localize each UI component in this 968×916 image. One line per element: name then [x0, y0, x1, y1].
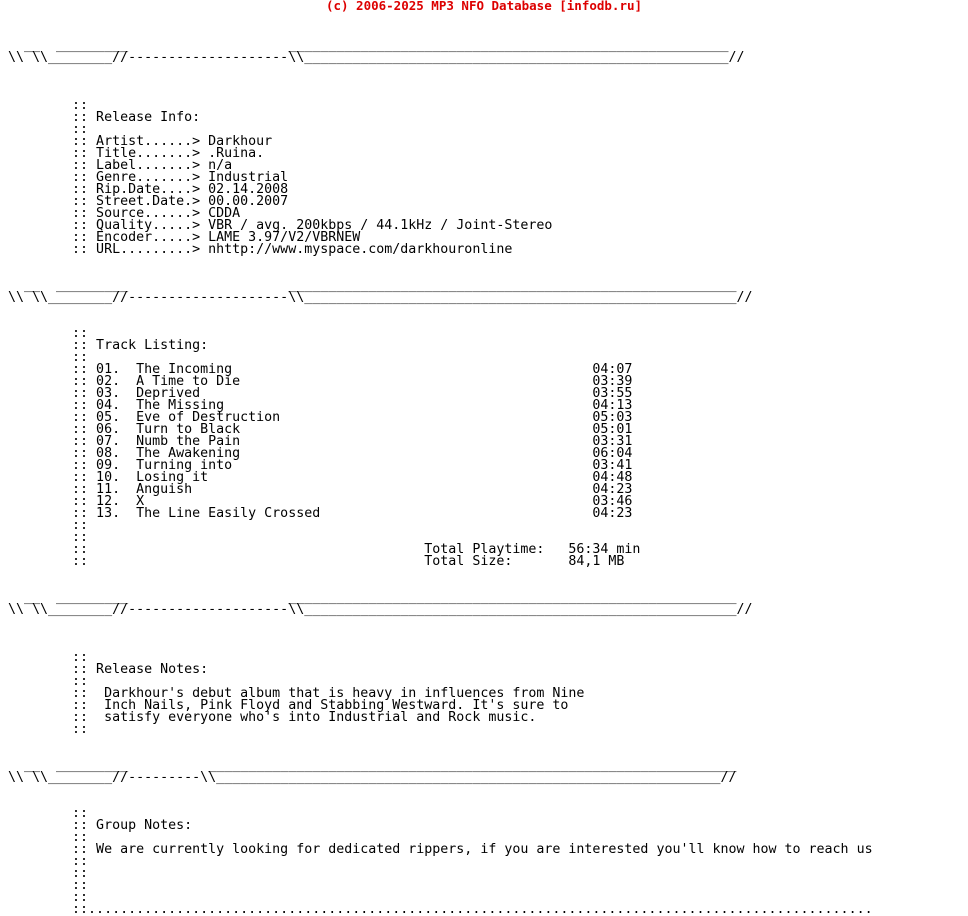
nfo-line: \\ \\________//---------\\_______________________________________________________________//	[8, 770, 737, 785]
nfo-line: \\ \\________//--------------------\\______________________________________________________//	[8, 602, 753, 617]
nfo-line	[8, 628, 960, 640]
nfo-line: \\ \\________//--------------------\\______________________________________________________//	[8, 290, 753, 305]
nfo-line: :: 08. The Awakening 06:04	[8, 446, 633, 461]
nfo-line	[8, 76, 960, 88]
nfo-line: :: Darkhour's debut album that is heavy in influences from Nine	[8, 686, 585, 701]
nfo-line: :: 10. Losing it 04:48	[8, 470, 633, 485]
nfo-line: :: 12. X 03:46	[8, 494, 633, 509]
nfo-line: :: Source......> CDDA	[8, 206, 241, 221]
nfo-line: ::	[8, 122, 89, 137]
nfo-line: :: Total Size: 84,1 MB	[8, 554, 625, 569]
nfo-line: ::	[8, 650, 89, 665]
nfo-line: ::	[8, 878, 89, 893]
nfo-line: :: We are currently looking for dedicated rippers, if you are interested you'll know how to reach us	[8, 842, 873, 857]
nfo-line: ::	[8, 866, 89, 881]
nfo-line: :: Quality.....> VBR / avg. 200kbps / 44.1kHz / Joint-Stereo	[8, 218, 553, 233]
nfo-line: \\ \\________//--------------------\\_____________________________________________________//	[8, 50, 745, 65]
nfo-line: :: Total Playtime: 56:34 min	[8, 542, 641, 557]
nfo-line: :: 13. The Line Easily Crossed 04:23	[8, 506, 633, 521]
nfo-line: ::	[8, 722, 89, 737]
nfo-line: ::	[8, 830, 89, 845]
nfo-line: :: Street.Date.> 00.00.2007	[8, 194, 289, 209]
nfo-line: ::	[8, 530, 89, 545]
nfo-line: __ _________ ________________________________________________________	[8, 278, 737, 293]
nfo-line: ::..................................................................................................	[8, 902, 873, 916]
nfo-line: :: 04. The Missing 04:13	[8, 398, 633, 413]
nfo-line: ::	[8, 890, 89, 905]
nfo-line: ::	[8, 806, 89, 821]
nfo-line: :: satisfy everyone who's into Industrial and Rock music.	[8, 710, 537, 725]
nfo-line	[8, 784, 960, 796]
nfo-line: __ _________ __________________________________________________________________	[8, 758, 737, 773]
site-header: (c) 2006-2025 MP3 NFO Database [infodb.ru]	[325, 0, 643, 13]
nfo-line: __ _________ _______________________________________________________	[8, 40, 729, 53]
nfo-line	[8, 64, 960, 76]
nfo-line: :: 11. Anguish 04:23	[8, 482, 633, 497]
nfo-line: :: 03. Deprived 03:55	[8, 386, 633, 401]
nfo-text	[8, 40, 960, 916]
nfo-line: :: Artist......> Darkhour	[8, 134, 273, 149]
nfo-line: :: URL.........> nhttp://www.myspace.com/darkhouronline	[8, 242, 513, 257]
nfo-line: :: 02. A Time to Die 03:39	[8, 374, 633, 389]
nfo-line	[8, 316, 960, 328]
nfo-line: :: Encoder.....> LAME 3.97/V2/VBRNEW	[8, 230, 361, 245]
nfo-line: :: Group Notes:	[8, 818, 193, 833]
nfo-line: __ _________ ________________________________________________________	[8, 590, 737, 605]
nfo-line: :: 09. Turning into 03:41	[8, 458, 633, 473]
nfo-line: ::	[8, 98, 89, 113]
nfo-line	[8, 736, 960, 748]
nfo-line	[8, 256, 960, 268]
nfo-line	[8, 568, 960, 580]
nfo-line: :: Genre.......> Industrial	[8, 170, 289, 185]
nfo-line: ::	[8, 854, 89, 869]
nfo-line: ::	[8, 326, 89, 341]
nfo-line: :: 01. The Incoming 04:07	[8, 362, 633, 377]
nfo-line	[8, 616, 960, 628]
nfo-line: ::	[8, 674, 89, 689]
nfo-line: :: Release Info:	[8, 110, 201, 125]
nfo-line	[8, 640, 960, 652]
nfo-line: :: Rip.Date....> 02.14.2008	[8, 182, 289, 197]
nfo-line: :: Release Notes:	[8, 662, 209, 677]
nfo-line	[8, 88, 960, 100]
nfo-line: :: 05. Eve of Destruction 05:03	[8, 410, 633, 425]
nfo-line: ::	[8, 350, 89, 365]
nfo-line: :: Inch Nails, Pink Floyd and Stabbing Westward. It's sure to	[8, 698, 569, 713]
nfo-line: :: 07. Numb the Pain 03:31	[8, 434, 633, 449]
nfo-line: :: Label.......> n/a	[8, 158, 233, 173]
nfo-line: :: Title.......> .Ruina.	[8, 146, 265, 161]
nfo-line: :: Track Listing:	[8, 338, 209, 353]
nfo-line: :: 06. Turn to Black 05:01	[8, 422, 633, 437]
nfo-line: ::	[8, 518, 89, 533]
nfo-line	[8, 304, 960, 316]
nfo-line	[8, 796, 960, 808]
